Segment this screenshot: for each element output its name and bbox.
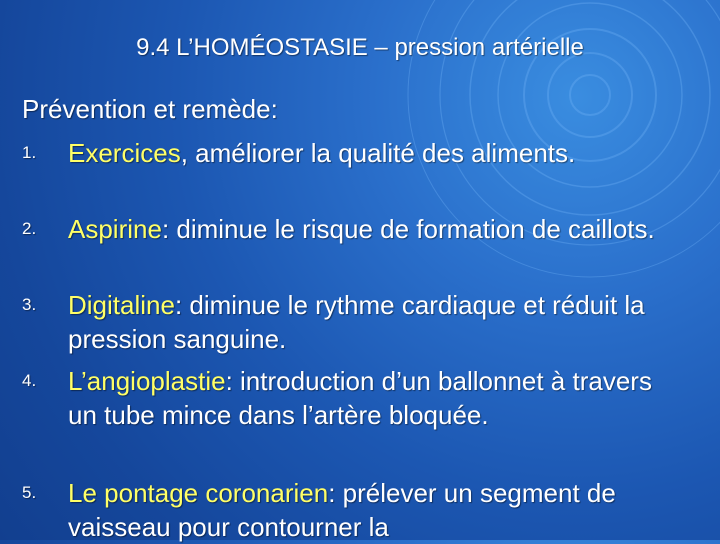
list-item-term: Le pontage coronarien — [68, 478, 329, 508]
list-item-description: : diminue le rythme cardiaque et réduit la pression sanguine. — [68, 290, 645, 354]
list-item-term: Digitaline — [68, 290, 175, 320]
list-item-text — [68, 212, 688, 246]
list-number: 4. — [22, 371, 37, 390]
list-item-text — [68, 288, 688, 356]
list-item-term: Aspirine — [68, 214, 162, 244]
list-item-description: : introduction d’un ballonnet à travers un tube mince dans l’artère bloquée. — [68, 366, 652, 430]
slide-title: 9.4 L’HOMÉOSTASIE – pression artérielle — [136, 34, 584, 61]
intro-heading: Prévention et remède: — [22, 94, 278, 124]
list-item-description: , améliorer la qualité des aliments. — [180, 138, 576, 168]
list-item-description: : diminue le risque de formation de caillots. — [161, 214, 655, 244]
list-item-text — [68, 136, 688, 170]
list-item-description: : prélever un segment de vaisseau pour contourner la — [68, 478, 616, 542]
list-item-term: Exercices — [68, 138, 181, 168]
list-item-text — [68, 364, 688, 432]
list-number: 2. — [22, 219, 37, 238]
list-number: 3. — [22, 295, 37, 314]
list-number: 5. — [22, 483, 37, 502]
list-number: 1. — [22, 143, 37, 162]
list-item-text — [68, 476, 688, 544]
list-item-term: L’angioplastie — [68, 366, 226, 396]
